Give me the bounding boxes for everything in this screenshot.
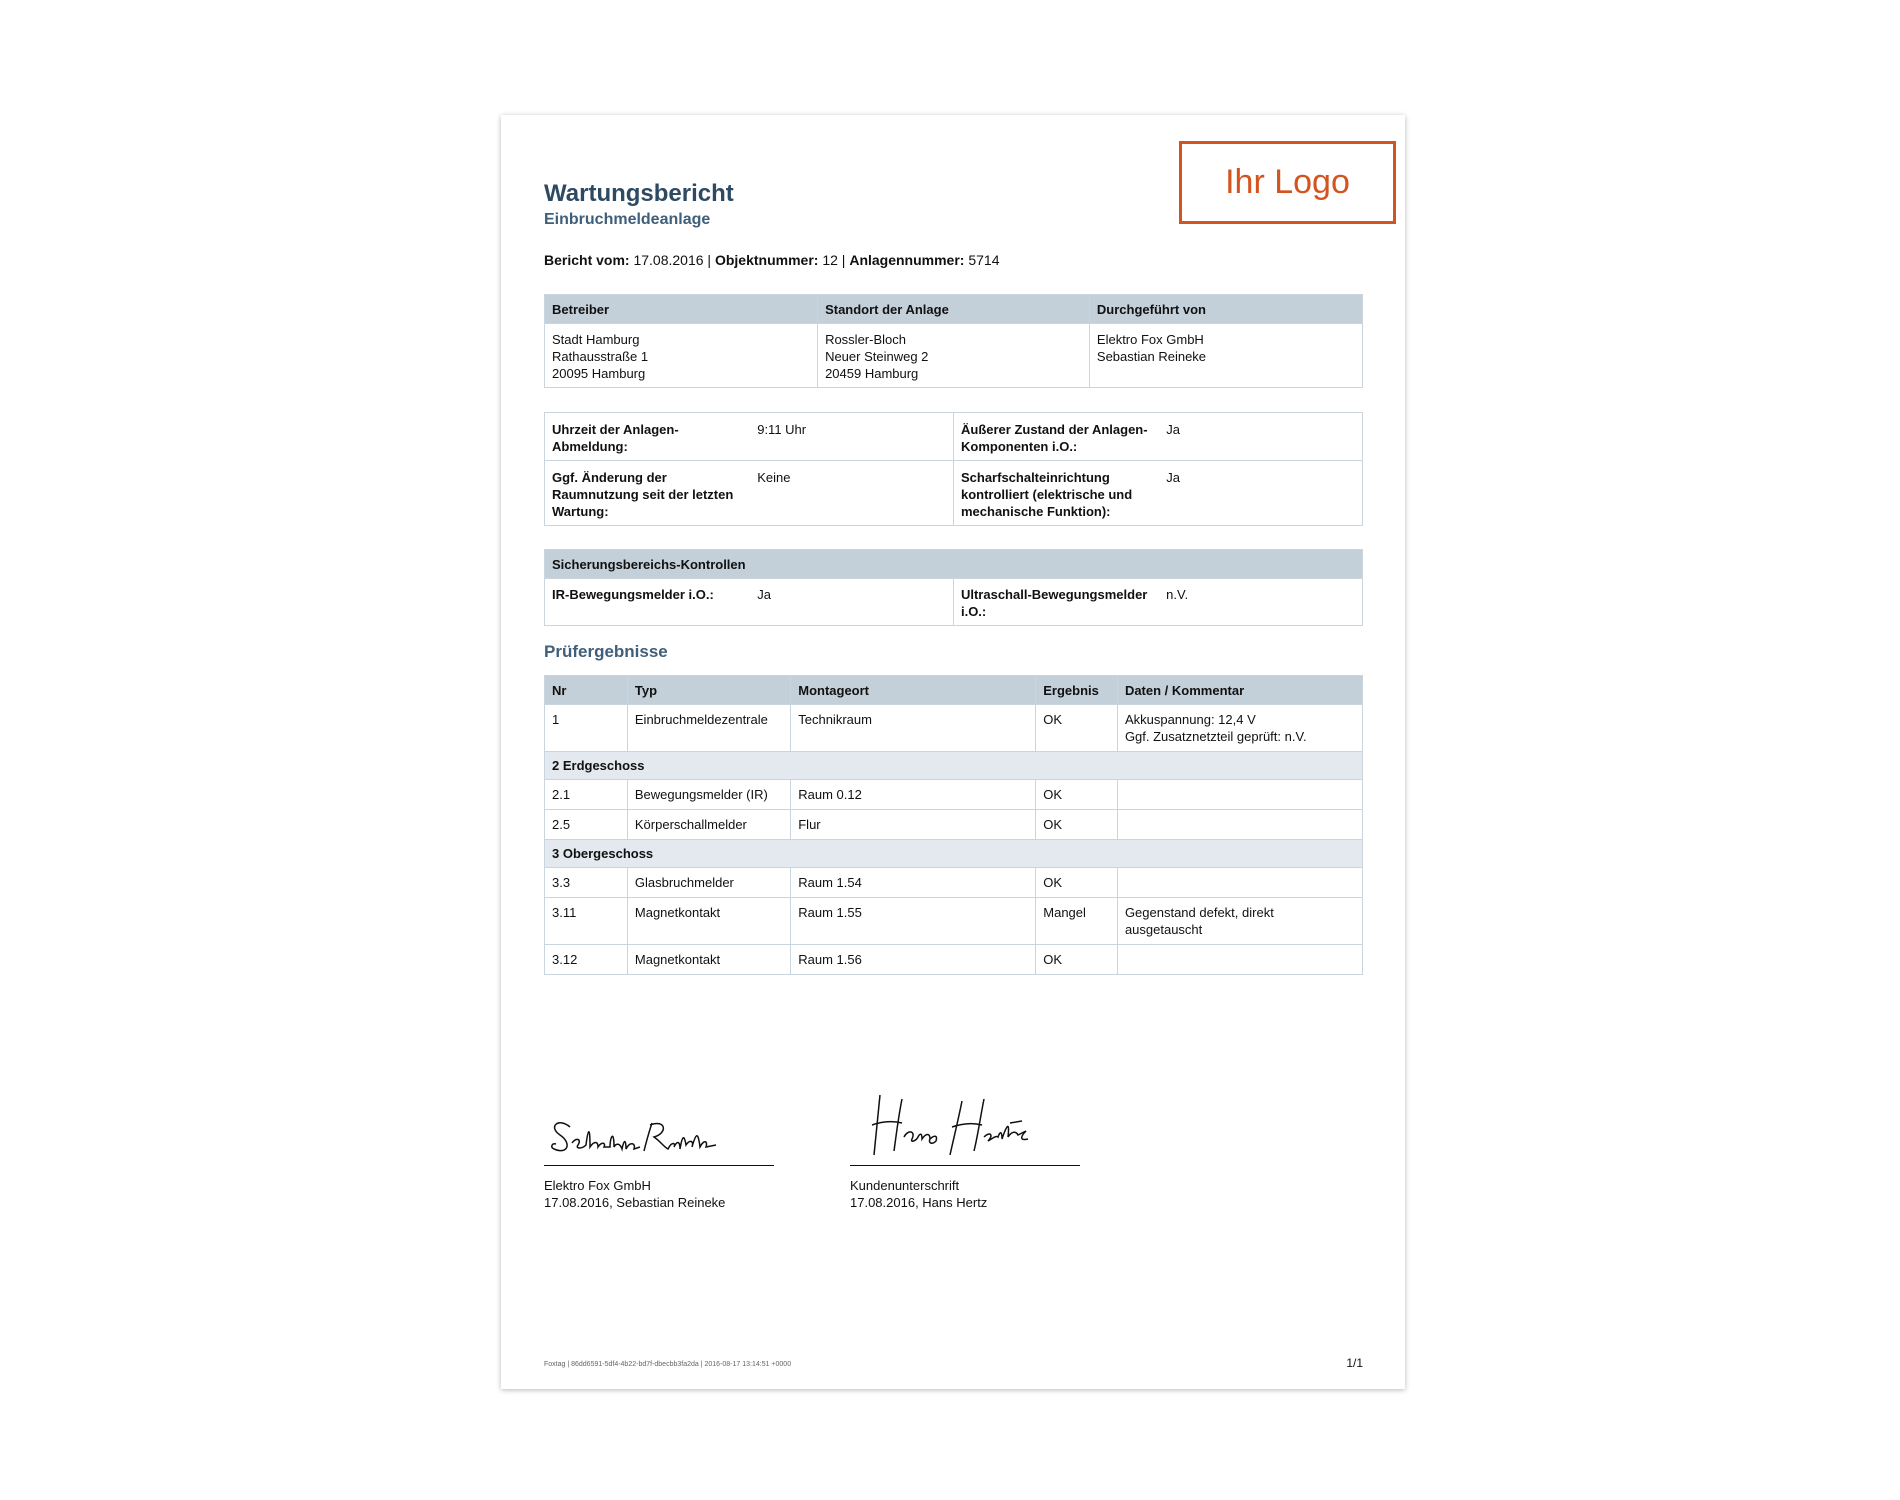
signature-line (850, 1095, 1080, 1166)
signature-line (544, 1095, 774, 1166)
info-value: 9:11 Uhr (750, 413, 953, 461)
table-row (545, 780, 1363, 810)
signature-caption (544, 1177, 774, 1211)
cell-ergebnis: OK (1036, 705, 1118, 752)
cell-nr: 2.5 (545, 810, 628, 840)
cell-ort: Raum 1.56 (791, 945, 1036, 975)
comment-line: Akkuspannung: 12,4 V (1124, 712, 1256, 727)
areas-table (544, 549, 1363, 626)
cell-ergebnis: OK (1036, 780, 1118, 810)
table-row (545, 705, 1363, 752)
info-label: Uhrzeit der Anlagen-Abmeldung: (545, 413, 751, 461)
address-line: Stadt Hamburg (552, 332, 640, 347)
signature-sebastian-reineke (544, 1109, 724, 1161)
area-label: IR-Bewegungsmelder i.O.: (545, 579, 751, 626)
address-line: Rathausstraße 1 (552, 349, 649, 364)
cell-typ: Magnetkontakt (627, 898, 790, 945)
cell-ort: Technikraum (791, 705, 1036, 752)
parties-cell-betreiber (545, 324, 818, 388)
cell-ort: Flur (791, 810, 1036, 840)
info-label: Scharfschalteinrichtung kontrolliert (elektrische und mechanische Funktion): (953, 461, 1159, 526)
cell-kommentar (1117, 945, 1362, 975)
cell-ort: Raum 1.55 (791, 898, 1036, 945)
results-header-montageort: Montageort (791, 676, 1036, 705)
parties-header-betreiber: Betreiber (545, 295, 818, 324)
cell-typ: Glasbruchmelder (627, 868, 790, 898)
meta-bericht-value: 17.08.2016 (633, 252, 704, 268)
report-meta (544, 252, 1000, 268)
report-title: Wartungsbericht (544, 180, 734, 207)
group-row (545, 840, 1363, 868)
info-table (544, 412, 1363, 526)
cell-kommentar (1117, 868, 1362, 898)
address-line: 20095 Hamburg (552, 366, 646, 381)
meta-bericht-label: Bericht vom: (544, 252, 630, 268)
cell-kommentar (1117, 898, 1362, 945)
cell-nr: 2.1 (545, 780, 628, 810)
cell-kommentar (1117, 810, 1362, 840)
results-table (544, 675, 1363, 975)
table-row (545, 945, 1363, 975)
signature-block-customer (850, 1095, 1080, 1211)
address-line: 20459 Hamburg (825, 366, 919, 381)
parties-header-standort: Standort der Anlage (818, 295, 1090, 324)
parties-cell-standort (818, 324, 1090, 388)
cell-typ: Körperschallmelder (627, 810, 790, 840)
area-value: n.V. (1159, 579, 1362, 626)
signature-caption (850, 1177, 1080, 1211)
results-header-row (545, 676, 1363, 705)
table-row (545, 810, 1363, 840)
info-row (545, 461, 1363, 526)
signature-hans-hertz (850, 1091, 1040, 1161)
cell-nr: 3.12 (545, 945, 628, 975)
cell-ergebnis: Mangel (1036, 898, 1118, 945)
cell-ort: Raum 0.12 (791, 780, 1036, 810)
cell-ergebnis: OK (1036, 945, 1118, 975)
comment-line: Ggf. Zusatznetzteil geprüft: n.V. (1124, 729, 1307, 744)
info-label: Ggf. Änderung der Raumnutzung seit der letzten Wartung: (545, 461, 751, 526)
cell-ergebnis: OK (1036, 868, 1118, 898)
signature-block-provider (544, 1095, 774, 1211)
address-line: Sebastian Reineke (1096, 349, 1207, 364)
report-subtitle: Einbruchmeldeanlage (544, 211, 711, 228)
cell-kommentar (1117, 780, 1362, 810)
logo-text: Ihr Logo (1225, 163, 1350, 201)
parties-cell-durchgefuehrt (1089, 324, 1362, 388)
table-row (545, 868, 1363, 898)
results-title: Prüfergebnisse (544, 642, 668, 661)
cell-typ: Einbruchmeldezentrale (627, 705, 790, 752)
cell-nr: 3.3 (545, 868, 628, 898)
signature-label: Kundenunterschrift (850, 1178, 960, 1193)
areas-header: Sicherungsbereichs-Kontrollen (545, 550, 1363, 579)
info-label: Äußerer Zustand der Anlagen-Komponenten i.O.: (953, 413, 1159, 461)
area-label: Ultraschall-Bewegungsmelder i.O.: (953, 579, 1159, 626)
info-value: Ja (1159, 413, 1362, 461)
signature-date-name: 17.08.2016, Hans Hertz (850, 1195, 988, 1210)
table-row (545, 898, 1363, 945)
results-header-ergebnis: Ergebnis (1036, 676, 1118, 705)
comment-line: Gegenstand defekt, direkt (1124, 905, 1274, 920)
results-header-nr: Nr (545, 676, 628, 705)
info-value: Keine (750, 461, 953, 526)
page-number: 1/1 (1346, 1356, 1363, 1370)
footer-document-id: Foxtag | 86dd6591-5df4-4b22-bd7f-dbecbb3fa2da | 2016-08-17 13:14:51 +0000 (544, 1361, 792, 1368)
results-header-typ: Typ (627, 676, 790, 705)
cell-typ: Bewegungsmelder (IR) (627, 780, 790, 810)
meta-objekt-label: Objektnummer: (714, 252, 819, 268)
parties-header-durchgefuehrt: Durchgeführt von (1089, 295, 1362, 324)
cell-ergebnis: OK (1036, 810, 1118, 840)
info-value: Ja (1159, 461, 1362, 526)
group-row (545, 752, 1363, 780)
meta-objekt-value: 12 (822, 252, 838, 268)
address-line: Elektro Fox GmbH (1096, 332, 1204, 347)
address-line: Rossler-Bloch (825, 332, 906, 347)
comment-line: ausgetauscht (1124, 922, 1203, 937)
cell-nr: 3.11 (545, 898, 628, 945)
area-value: Ja (750, 579, 953, 626)
signature-company: Elektro Fox GmbH (544, 1178, 651, 1193)
cell-kommentar (1117, 705, 1362, 752)
cell-ort: Raum 1.54 (791, 868, 1036, 898)
group-label: 3 Obergeschoss (545, 840, 1363, 868)
meta-separator: | (837, 252, 850, 268)
meta-anlage-value: 5714 (968, 252, 1000, 268)
parties-table (544, 294, 1363, 388)
cell-nr: 1 (545, 705, 628, 752)
meta-anlage-label: Anlagennummer: (849, 252, 965, 268)
meta-separator: | (703, 252, 715, 268)
signature-date-name: 17.08.2016, Sebastian Reineke (544, 1195, 726, 1210)
info-row (545, 413, 1363, 461)
logo-placeholder (1179, 141, 1396, 224)
group-label: 2 Erdgeschoss (545, 752, 1363, 780)
address-line: Neuer Steinweg 2 (825, 349, 929, 364)
results-header-kommentar: Daten / Kommentar (1117, 676, 1362, 705)
areas-row (545, 579, 1363, 626)
cell-typ: Magnetkontakt (627, 945, 790, 975)
report-page (501, 115, 1405, 1389)
